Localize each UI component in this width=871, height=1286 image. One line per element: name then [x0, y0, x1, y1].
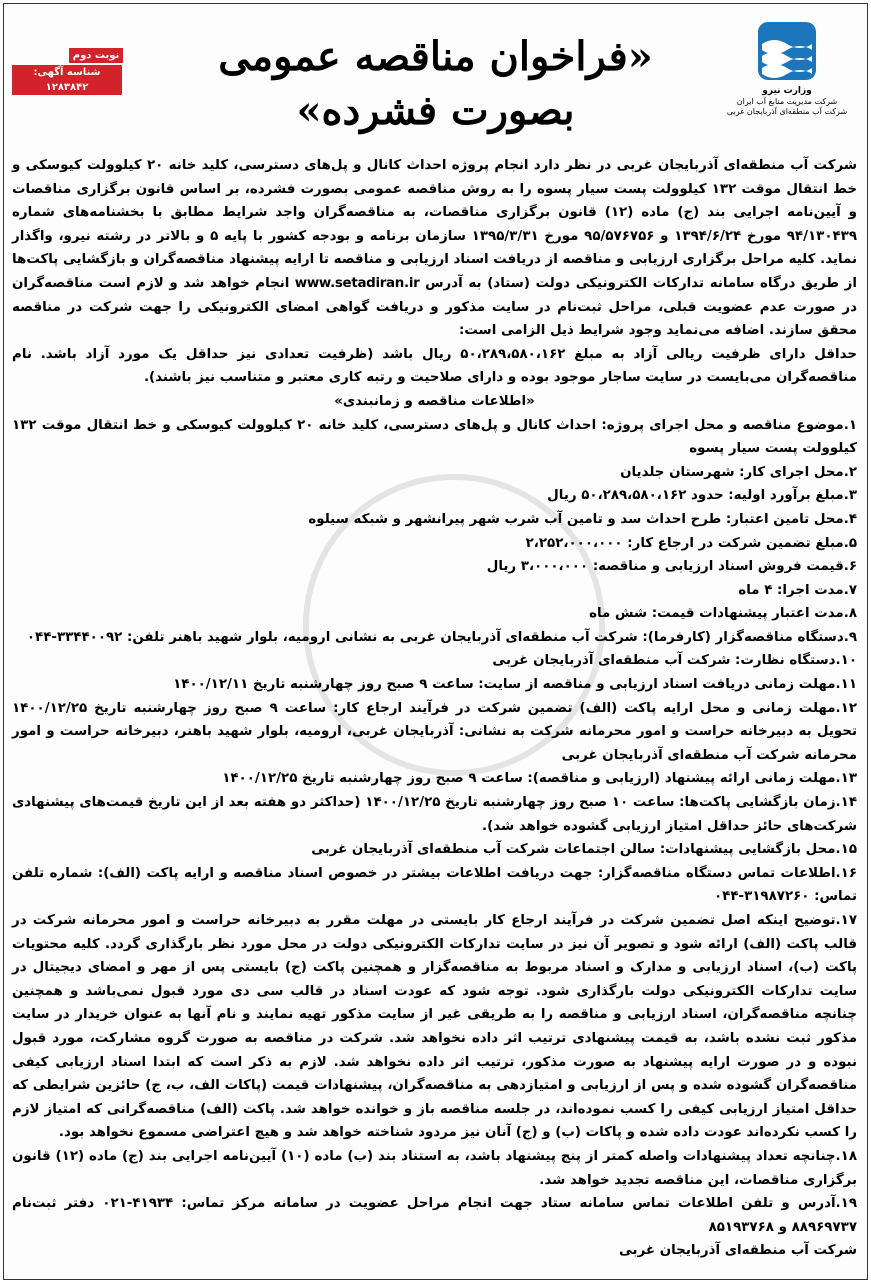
list-item: ۸.مدت اعتبار پیشنهادات قیمت: شش ماه [589, 606, 857, 622]
list-item: ۵.مبلغ تضمین شرکت در ارجاع کار: ۲،۲۵۲،۰۰۰،۰۰۰ [525, 535, 857, 551]
ministry-name: وزارت نیرو [762, 86, 812, 96]
list-item: ۱.موضوع مناقصه و محل اجرای پروژه: احداث کانال و پل‌های دسترسی، کلید خانه ۲۰ کیلوولت کیوسکی و خط انتقال موقت ۱۳۲ کیلوولت پست سیار پسوه [12, 417, 857, 457]
list-item: ۹.دستگاه مناقصه‌گزار (کارفرما): شرکت آب منطقه‌ای آذربایجان غربی به نشانی ارومیه، بلوار شهید باهنر تلفن: ۳۳۴۴۰۰۹۲-۰۴۴ [26, 629, 857, 645]
list-item: ۶.قیمت فروش اسناد ارزیابی و مناقصه: ۳،۰۰۰،۰۰۰ ریال [486, 559, 857, 575]
list-item: ۱۵.محل بازگشایی پیشنهادات: سالن اجتماعات شرکت آب منطقه‌ای آذربایجان غربی [311, 842, 857, 858]
list-item: ۱۱.مهلت زمانی دریافت اسناد ارزیابی و مناقصه از سایت: ساعت ۹ صبح روز چهارشنبه تاریخ ۱۴۰۰/۱۲/۱۱ [173, 677, 857, 693]
intro-paragraph: شرکت آب منطقه‌ای آذربایجان غربی در نظر دارد انجام پروژه احداث کانال و پل‌های دسترسی، کلید خانه ۲۰ کیلوولت کیوسکی و خط انتقال موقت ۱۳۲ کیلوولت پست سیار پسوه را به روش مناقصه عمومی بصورت فشرده، بر اساس قانون برگزاری مناقصات و آیین‌نامه اجرایی بند (ج) ماده (۱۲) قانون برگزاری مناقصات، به مناقصه‌گران واجد شرایط مطابق با بخشنامه‌های شماره ۹۴/۱۳۰۴۳۹ مورخ ۱۳۹۴/۶/۲۴ و ۹۵/۵۷۶۷۵۶ مورخ ۱۳۹۵/۳/۳۱ سازمان برنامه و بودجه کشور با پایه ۵ و بالاتر در رشته نیرو، واگذار نماید. کلیه مراحل برگزاری ارزیابی و مناقصه از دریافت اسناد ارزیابی و مناقصه تا ارایه پیشنهاد مناقصه‌گران و بازگشایی پاکت‌ها از طریق درگاه سامانه تدارکات الکترونیکی دولت (ستاد) به آدرس www.setadiran.ir انجام خواهد شد و لازم است مناقصه‌گران در صورت عدم عضویت قبلی، مراحل ثبت‌نام در سایت مذکور و دریافت گواهی امضای الکترونیکی را جهت شرکت در مناقصه محقق سازند. اضافه می‌نماید وجود شرایط ذیل الزامی است: [12, 158, 858, 339]
list-item: ۱۹.آدرس و تلفن اطلاعات تماس سامانه ستاد جهت انجام مراحل عضویت در سامانه مرکز تماس: ۴۱۹۳۴-۰۲۱ دفتر ثبت‌نام ۸۸۹۶۹۷۳۷ و ۸۵۱۹۳۷۶۸ [12, 1196, 857, 1235]
company-logo [717, 14, 857, 117]
edition-badge: نوبت دوم [69, 48, 123, 63]
list-item: ۱۸.چنانچه تعداد پیشنهادات واصله کمتر از پنج پیشنهاد باشد، به استناد بند (ب) ماده (۱۰) آیین‌نامه اجرایی بند (ج) ماده (۱۲) قانون برگزاری مناقصات، این مناقصه تجدید خواهد شد. [12, 1148, 858, 1188]
requirement-paragraph: حداقل دارای ظرفیت ریالی آزاد به مبلغ ۵۰،۲۸۹،۵۸۰،۱۶۲ ریال باشد (ظرفیت تعدادی نیز حداقل یک مورد آزاد باشد. نام مناقصه‌گران می‌بایست در سایت ساجار موجود بوده و دارای صلاحیت و رتبه کاری معتبر و متناسب نیز باشند). [12, 346, 857, 386]
list-item: ۱۲.مهلت زمانی و محل ارایه پاکت (الف) تضمین شرکت در فرآیند ارجاع کار: ساعت ۹ صبح روز چهارشنبه تاریخ ۱۴۰۰/۱۲/۲۵ تحویل به دبیرخانه حراست و امور محرمانه شرکت به نشانی: آذربایجان غربی، ارومیه، بلوار شهید باهنر، دبیرخانه حراست و امور محرمانه شرکت آب منطقه‌ای آذربایجان غربی [12, 700, 857, 763]
list-item: ۱۷.توضیح اینکه اصل تضمین شرکت در فرآیند ارجاع کار بایستی در مهلت مقرر به دبیرخانه حراست و امور محرمانه شرکت در قالب پاکت (الف) ارائه شود و تصویر آن نیز در سایت تدارکات الکترونیکی دولت در محل مورد نظر بارگذاری گردد. کلیه محتویات پاکت (ب)، اسناد ارزیابی و مدارک و اسناد مربوط به مناقصه‌گزار و همچنین پاکت (ج) بایستی پس از مهر و امضای دیجیتال در سایت تدارکات الکترونیکی دولت بارگذاری شود. توجه شود که عودت اسناد در قالب سی دی مورد قبول نمی‌باشد و همچنین چنانچه مناقصه‌گران، اسناد ارزیابی و مناقصه را به طریقی غیر از سایت مذکور تهیه نمایند و نام آنها به عنوان خریدار در سایت مذکور ثبت نشده باشد، به قیمت پیشنهادی ترتیب اثر داده نخواهد شد. شرکت در مناقصه به صورت گروه مشارکت، مورد قبول نبوده و در صورت ارایه پیشنهاد به صورت مذکور، ترتیب اثر داده نخواهد شد. لازم به ذکر است که ابتدا اسناد ارزیابی کیفی مناقصه‌گران گشوده شده و پس از ارزیابی و امتیازدهی به مناقصه‌گران، پیشنهادات قیمت (پاکات الف، ب، ج) حائزین شرایطی که حداقل امتیاز ارزیابی کیفی را کسب نموده‌اند، در جلسه مناقصه باز و خوانده خواهد شد. پاکت (الف) مناقصه‌گرانی که امتیاز لازم را کسب نکرده‌اند عودت داده شده و پاکات (ب) و (ج) آنان نیز مردود شناخته خواهد شد و هیچ اعتراضی مسموع نخواهد بود. [12, 913, 857, 1141]
list-item: ۷.مدت اجرا: ۴ ماه [738, 582, 857, 598]
list-item: ۱۴.زمان بازگشایی پاکت‌ها: ساعت ۱۰ صبح روز چهارشنبه تاریخ ۱۴۰۰/۱۲/۲۵ (حداکثر دو هفته بعد از این تاریخ قیمت‌های پیشنهادی شرکت‌های حائز حداقل امتیاز ارزیابی گشوده خواهد شد). [12, 795, 857, 834]
company-name: شرکت مدیریت منابع آب ایران [736, 97, 838, 106]
list-item: ۳.مبلغ برآورد اولیه: حدود ۵۰،۲۸۹،۵۸۰،۱۶۲ ریال [547, 488, 857, 504]
notice-header [4, 4, 867, 152]
notice-title [144, 30, 727, 138]
notice-title-line1: «فراخوان مناقصه عمومی [218, 33, 653, 80]
list-item: ۱۳.مهلت زمانی ارائه پیشنهاد (ارزیابی و مناقصه): ساعت ۹ صبح روز چهارشنبه تاریخ ۱۴۰۰/۱۲/۲۵ [222, 771, 857, 787]
list-item: ۱۰.دستگاه نظارت: شرکت آب منطقه‌ای آذربایجان غربی [492, 653, 857, 669]
tender-notice-page [3, 3, 868, 1280]
notice-body [12, 154, 857, 1263]
notice-title-line2: بصورت فشرده» [296, 87, 575, 134]
list-item: ۴.محل تامین اعتبار: طرح احداث سد و تامین آب شرب شهر پیرانشهر و شبکه سیلوه [308, 511, 857, 527]
regional-company-name: شرکت آب منطقه‌ای آذربایجان غربی [726, 107, 848, 116]
publication-badge [12, 48, 122, 97]
list-item: ۱۶.اطلاعات تماس دستگاه مناقصه‌گزار: جهت دریافت اطلاعات بیشتر در خصوص اسناد مناقصه و ارایه پاکت (الف): شماره تلفن تماس: ۳۱۹۸۷۲۶۰-۰۴۴ [12, 865, 857, 905]
section-heading: «اطلاعات مناقصه و زمانبندی» [334, 393, 535, 409]
ad-id-badge: شناسه آگهی: ۱۲۸۳۸۴۲ [12, 65, 122, 95]
water-wave-logo-icon [754, 18, 820, 84]
list-item: ۲.محل اجرای کار: شهرستان جلدیان [620, 464, 857, 480]
signature: شرکت آب منطقه‌ای آذربایجان غربی [619, 1243, 857, 1259]
